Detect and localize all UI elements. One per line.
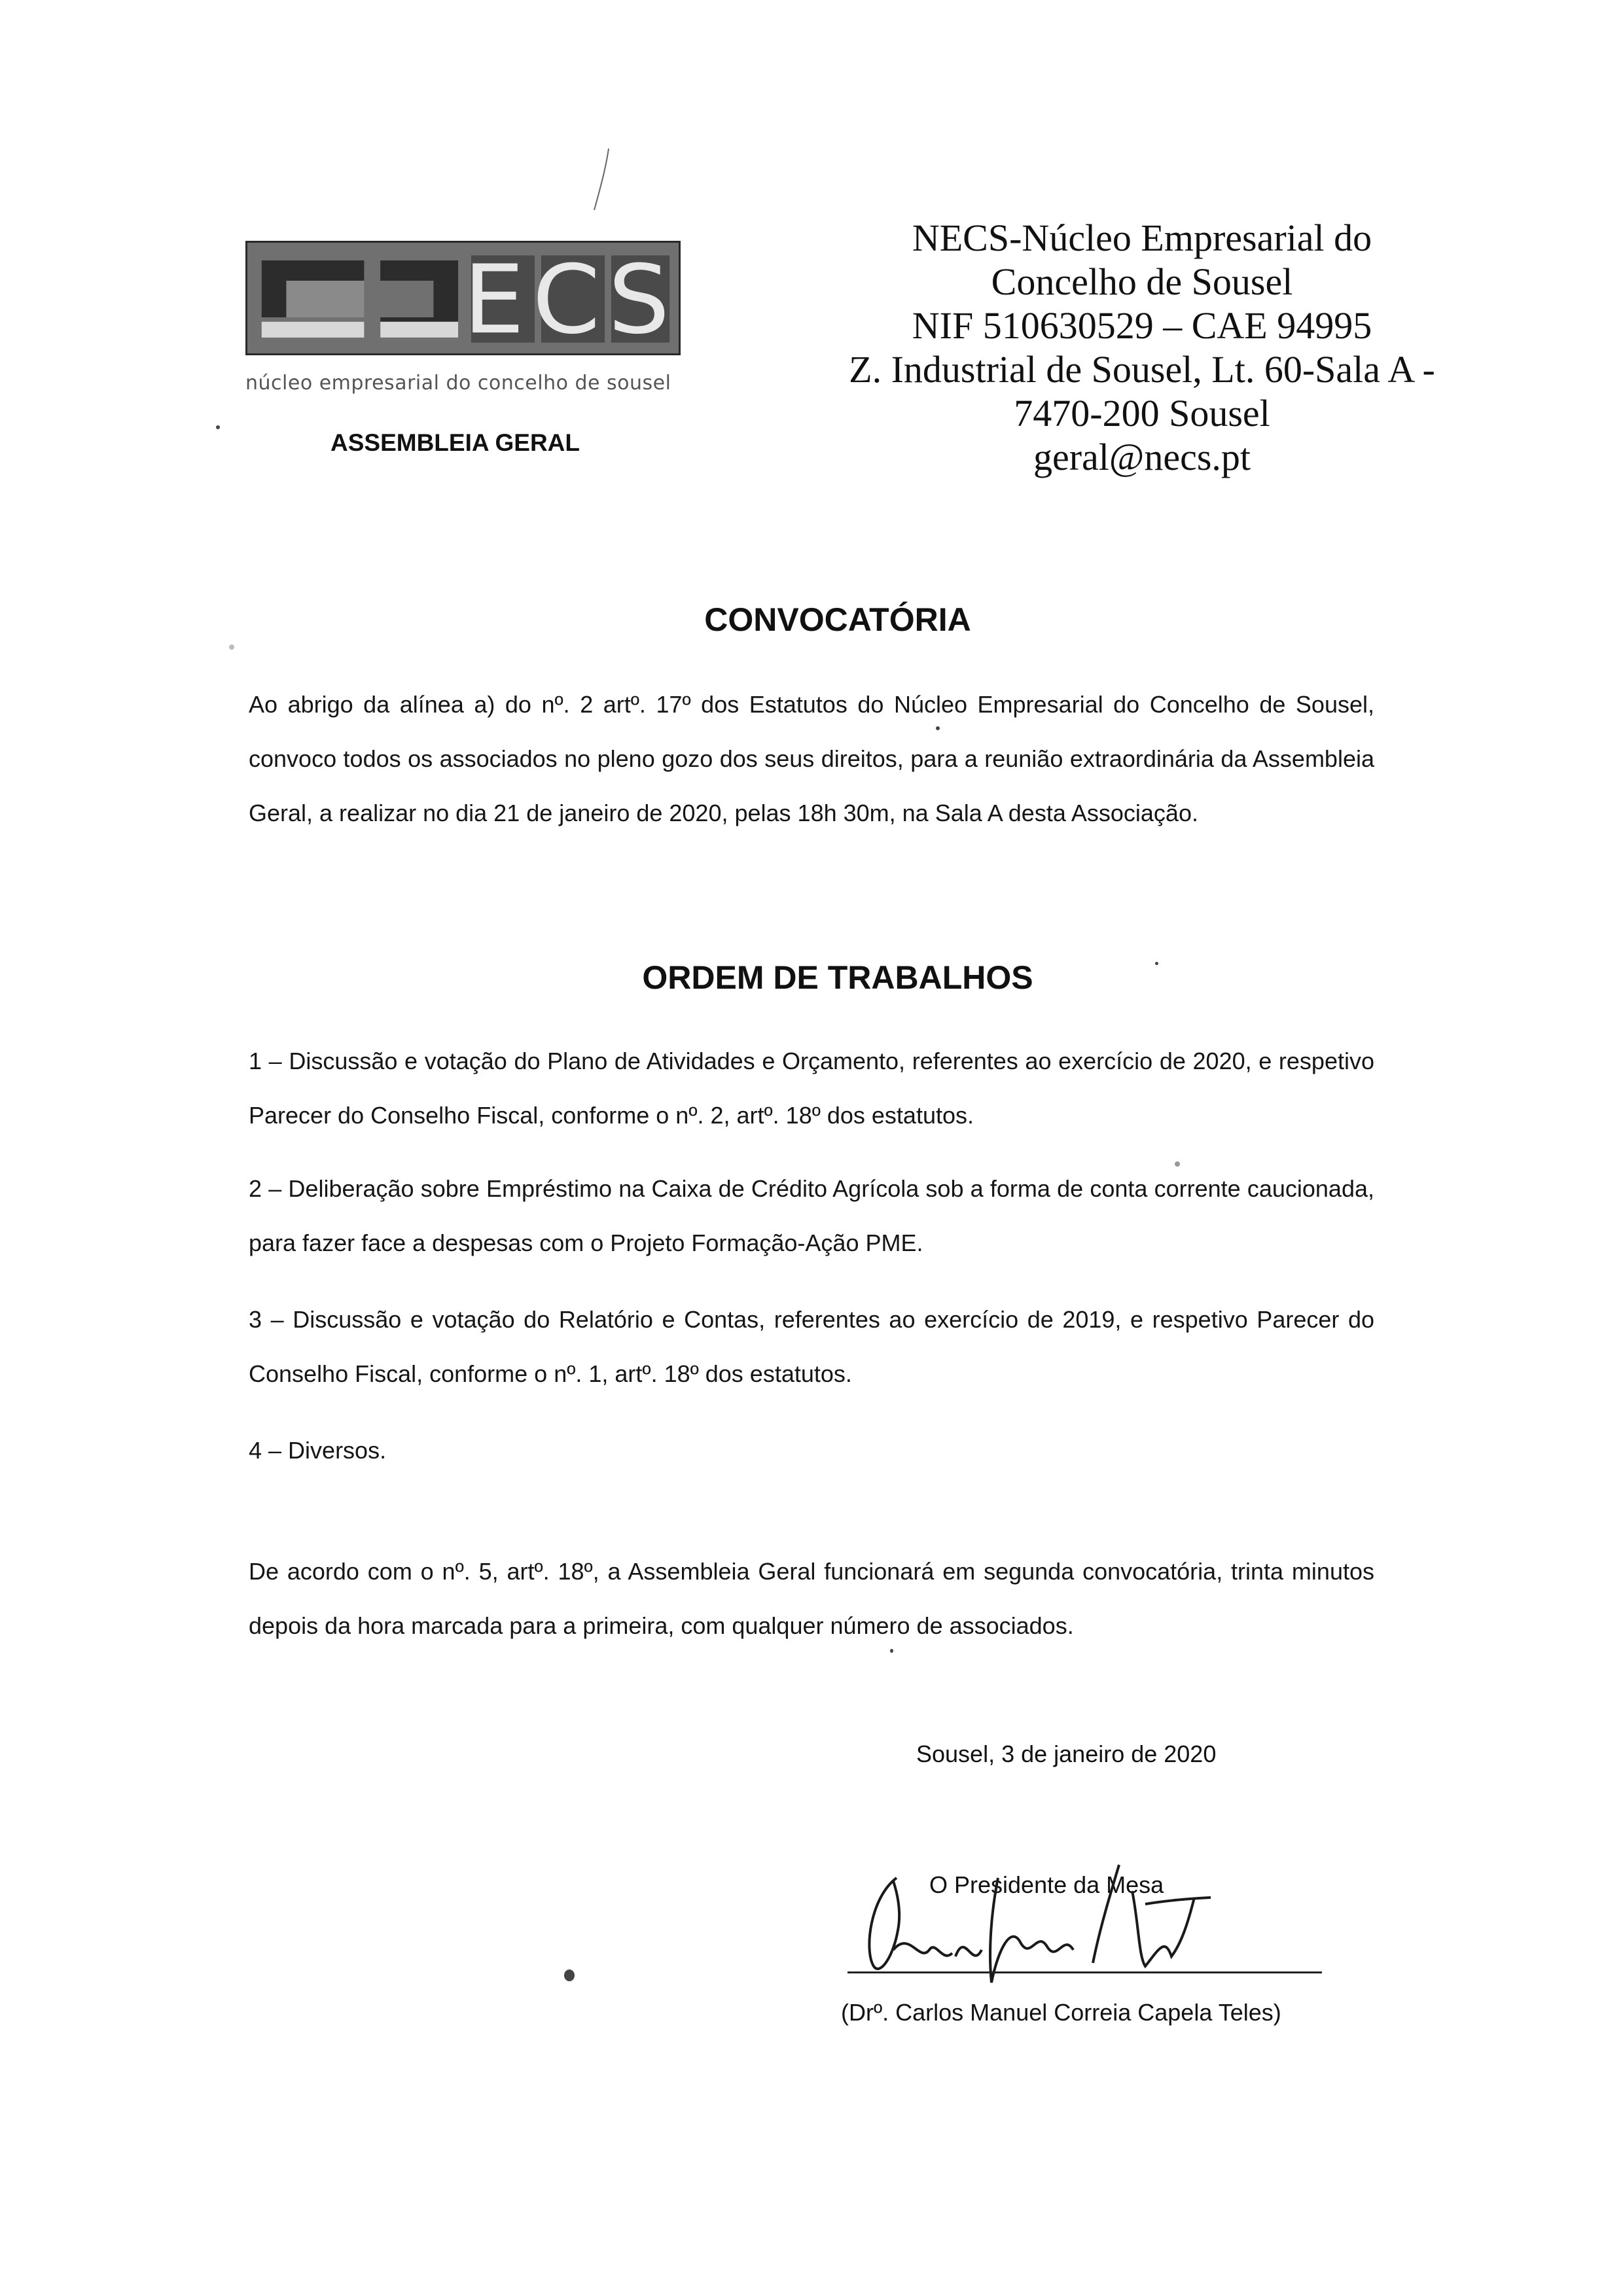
necs-logo-graphic bbox=[247, 243, 679, 353]
agenda-item: 1 – Discussão e votação do Plano de Atividades e Orçamento, referentes ao exercício de 2020, e respetivo Parecer do Conselho Fiscal, conforme o nº. 2, artº. 18º dos estatutos. bbox=[249, 1048, 1374, 1129]
agenda-item: 4 – Diversos. bbox=[249, 1437, 387, 1464]
org-line-postcode: 7470-200 Sousel bbox=[1014, 392, 1270, 434]
org-line-email: geral@necs.pt bbox=[1033, 436, 1251, 478]
convocatoria-paragraph: Ao abrigo da alínea a) do nº. 2 artº. 17º dos Estatutos do Núcleo Empresarial do Concelho de Sousel, convoco todos os associados no pleno gozo dos seus direitos, para a reunião extraordinária da Assembleia Geral, a realizar no dia 21 de janeiro de 2020, pelas 18h 30m, na Sala A desta Associação. bbox=[249, 691, 1374, 826]
organization-address-block bbox=[772, 216, 1512, 479]
signatory-name: (Drº. Carlos Manuel Correia Capela Teles) bbox=[841, 1999, 1281, 2026]
scan-speck bbox=[564, 1969, 575, 1981]
org-line-name-cont: Concelho de Sousel bbox=[991, 260, 1293, 303]
org-line-name: NECS-Núcleo Empresarial do bbox=[912, 217, 1372, 259]
assembleia-geral-label: ASSEMBLEIA GERAL bbox=[330, 429, 580, 456]
scan-speck bbox=[216, 425, 220, 429]
date-line: Sousel, 3 de janeiro de 2020 bbox=[916, 1740, 1217, 1767]
agenda-item: 3 – Discussão e votação do Relatório e Contas, referentes ao exercício de 2019, e respetivo Parecer do Conselho Fiscal, conforme o nº. 1, artº. 18º dos estatutos. bbox=[249, 1306, 1374, 1387]
handwritten-signature bbox=[857, 1852, 1224, 2002]
logo-tagline: núcleo empresarial do concelho de sousel bbox=[245, 372, 671, 395]
scan-speck bbox=[229, 645, 234, 650]
signature-line bbox=[847, 1971, 1322, 1973]
president-label: O Presidente da Mesa bbox=[929, 1871, 1164, 1898]
org-line-nif: NIF 510630529 – CAE 94995 bbox=[912, 304, 1372, 347]
convocatoria-title: CONVOCATÓRIA bbox=[704, 601, 971, 638]
scan-speck bbox=[1155, 962, 1158, 965]
closing-paragraph: De acordo com o nº. 5, artº. 18º, a Assembleia Geral funcionará em segunda convocatória, trinta minutos depois da hora marcada para a primeira, com qualquer número de associados. bbox=[249, 1558, 1374, 1639]
org-line-address: Z. Industrial de Sousel, Lt. 60-Sala A - bbox=[849, 348, 1435, 391]
scan-speck bbox=[890, 1649, 893, 1653]
agenda-title: ORDEM DE TRABALHOS bbox=[642, 959, 1033, 996]
necs-logo bbox=[245, 241, 681, 355]
scan-pen-mark bbox=[589, 147, 615, 213]
logo-wordmark: ECS bbox=[463, 244, 678, 353]
scan-speck bbox=[936, 726, 940, 730]
scan-speck bbox=[1175, 1161, 1180, 1167]
agenda-item: 2 – Deliberação sobre Empréstimo na Caixa de Crédito Agrícola sob a forma de conta corrente caucionada, para fazer face a despesas com o Projeto Formação-Ação PME. bbox=[249, 1175, 1374, 1256]
